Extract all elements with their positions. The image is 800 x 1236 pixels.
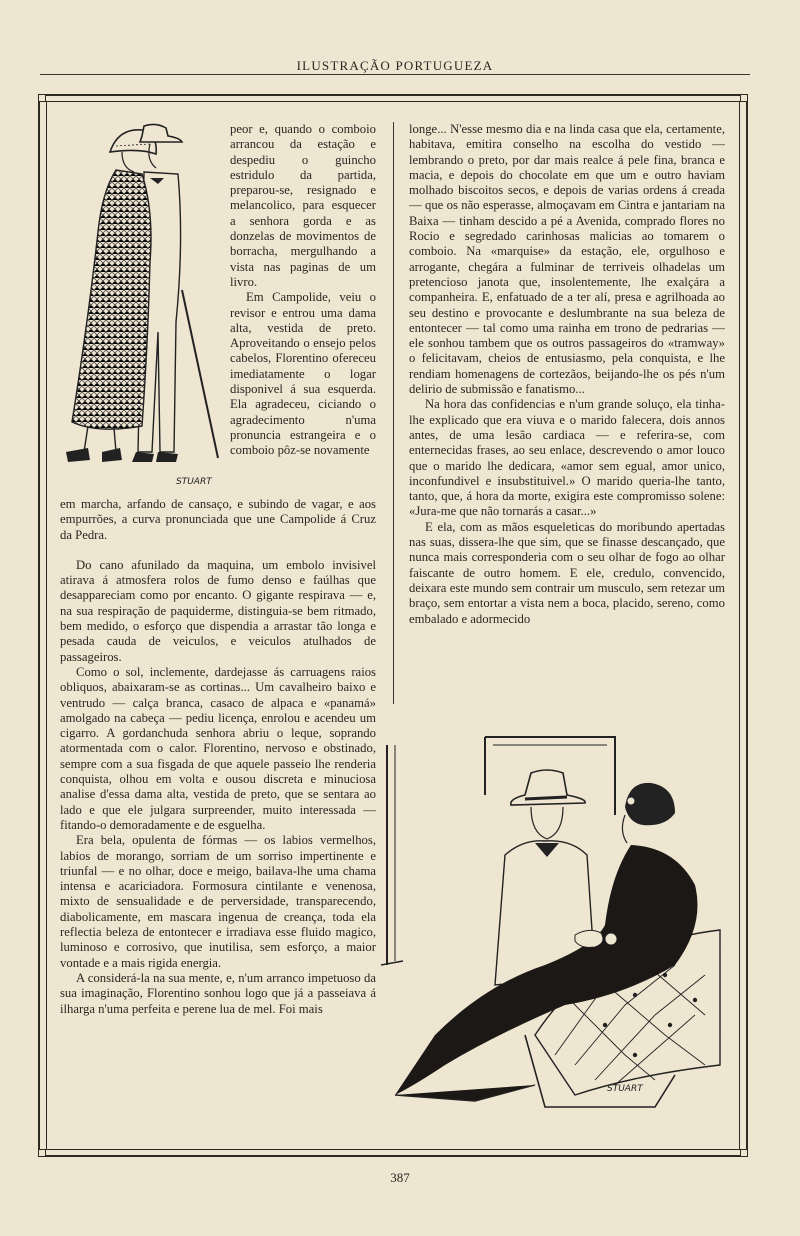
paragraph: Na hora das confidencias e n'um grande soluço, ela tinha-lhe explicado que era viuva e o marido falecera, dois annos antes, de uma lesão cardiaca — e referira-se, com enternecidas frases, ao seu enlace, descrevendo o amor louco que o marido lhe dedicara, «amor sem egual, amor unico, inconfundivel e insubstituivel.» O marido queria-lhe tanto, tanto, que, á hora da morte, exigira este compromisso solene: «Jura-me que não tornarás a casar...» [409, 397, 725, 519]
header-rule [40, 74, 750, 75]
couple-illustration [58, 122, 228, 492]
left-column-wrap-text [230, 122, 376, 459]
running-header: ILUSTRAÇÃO PORTUGUEZA [296, 58, 494, 73]
paragraph: Em Campolide, veiu o revisor e entrou uma dama alta, vestida de preto. Aproveitando o ensejo pelos cabelos, Florentino ofereceu imediatamente o logar disponivel á sua esquerda. Ela agradeceu, ciciando o agradecimento n'uma pronuncia estrangeira e o comboio pôz-se novamente [230, 290, 376, 458]
paragraph: A considerá-la na sua mente, e, n'um arranco impetuoso da sua imaginação, Florentino sonhou logo que já a passeiava á ilharga n'uma perfeita e perene lua de mel. Foi mais [60, 970, 376, 1016]
tram-signature: STUART [607, 1084, 643, 1094]
frame-corner-ornament [740, 1149, 748, 1157]
tram-illustration [375, 735, 727, 1115]
frame-corner-ornament [740, 94, 748, 102]
paragraph: longe... N'esse mesmo dia e na linda casa que ela, certamente, habitava, emitira conselho na escolha do vestido — lembrando o preto, por dar mais realce á pele fina, branca e macia, e depois do chocolate em que um e outro haviam molhado biscoitos secos, e depois de varias ordens á creada — que os não esperasse, almoçavam em Cintra e jantariam na Baixa — tinham descido a pé a Avenida, comprado flores no Rocio e segredado carinhosas malicias ao tomarem o comboio. Na «marquise» da estação, ele, orgulhoso e arrogante, chegára a fulminar de terriveis olhadelas um pretencioso janota que, insolentemente, lhe exalçára a companheira. E, enfatuado de a ter alí, presa e agrilhoada ao seu destino e provocante e deslumbrante na sua beleza de entontecer — tal como uma rainha em trono de pedrarias — ele sonhou tambem que os outros passageiros do «tramway» o felicitavam, cheios de entusiasmo, pela conquista, e lhe rendiam homenagens de cortezãos, beijando-lhe os pés n'um delirio de submissão e fanatismo... [409, 122, 725, 397]
left-column-text [60, 497, 376, 1017]
paragraph: Do cano afunilado da maquina, um embolo invisivel atirava á atmosfera rolos de fumo denso e faúlhas que desappareciam como por encanto. O gigante respirava — e, na sua respiração de paquiderme, distinguia-se bem ritmado, bem medido, o esforço que dispendia a arrastar tão longa e pesada cauda de veiculos, e veiculos atulhados de passageiros. [60, 557, 376, 664]
paragraph: peor e, quando o comboio arrancou da estação e despediu o guincho estridulo da partida, preparou-se, resignado e melancolico, para esquecer a senhora gorda e as donzelas de movimentos de borracha, mergulhando a vista nas paginas de um livro. [230, 122, 376, 289]
paragraph: Como o sol, inclemente, dardejasse ás carruagens raios obliquos, abaixaram-se as cortinas... Um cavalheiro baixo e ventrudo — calça branca, casaco de alpaca e «panamá» amolgado na cabeça — pediu licença, enrolou e acendeu um cigarro. A gordanchuda senhora abriu o leque, soprando atormentada com o calor. Florentino, nervoso e obstinado, sempre com a sua fisgada de que aquele passeio lhe renderia conquista, olhou em volta e ousou discreta e minuciosa analise d'essa dama alta, vestida de preto, que se sentara ao lado e que ele julgara surpreender, muito interessada — fitando-o demoradamente e de esguelha. [60, 664, 376, 832]
frame-corner-ornament [38, 94, 46, 102]
paragraph: Era bela, opulenta de fórmas — os labios vermelhos, labios de morango, sorriam de um sorriso impertinente e triunfal — e no olhar, doce e meigo, bailava-lhe uma chama intensa e acariciadora. Formosura cintilante e venenosa, mixto de sensualidade e de perversidade, transparecendo, diabolicamente, em mascara ingenua de creança, toda ela reflectia beleza de entontecer e irradiava esse fluido magico, luminoso e corrosivo, que inutilisa, sem esforço, a maior vontade e a mais rigida energia. [60, 833, 376, 970]
right-column-text [409, 122, 725, 627]
couple-signature: STUART [176, 477, 212, 487]
paragraph: E ela, com as mãos esqueleticas do moribundo apertadas nas suas, dissera-lhe que sim, que se finasse descançado, que nunca mais corresponderia com o seu olhar de fogo ao olhar faiscante de outro homem. E ele, credulo, convencido, deixara este mundo sem contrair um musculo, sem retezar um braço, sem entortar a vista nem a boca, placido, sereno, como embalado e adormecido [409, 519, 725, 626]
frame-corner-ornament [38, 1149, 46, 1157]
paragraph: em marcha, arfando de cansaço, e subindo de vagar, e aos empurrões, a curva pronunciada que une Campolide á Cruz da Pedra. [60, 497, 376, 542]
page-number: 387 [390, 1170, 410, 1185]
column-divider [393, 122, 394, 704]
